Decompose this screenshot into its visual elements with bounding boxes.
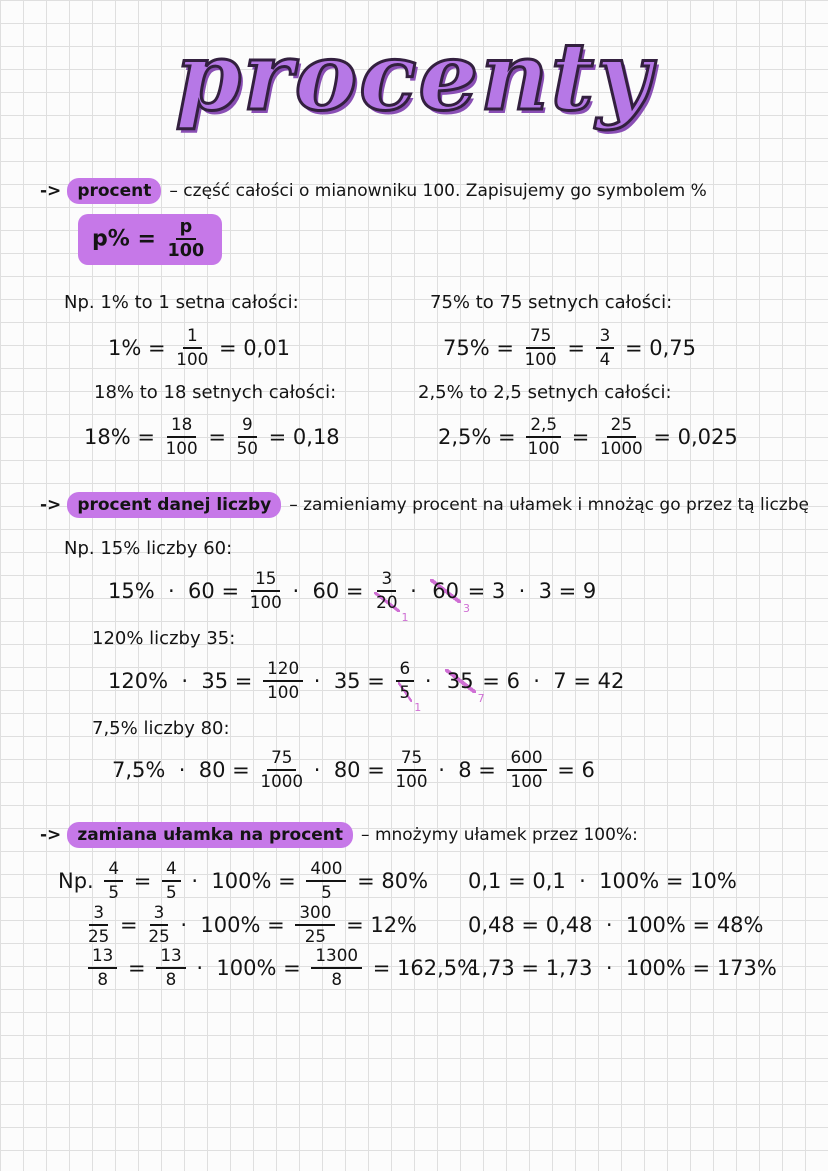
- formula-box: [78, 214, 222, 265]
- definition-zamiana-text: – mnożymy ułamek przez 100%:: [361, 825, 638, 845]
- page-title: procenty: [175, 22, 653, 132]
- example-math-2-5-percent: 2,5% = $\frac{2,5}{100}$ = $\frac{25}{1000}$ = 0,025: [438, 414, 738, 458]
- definition-zamiana-ulamka: [40, 820, 638, 850]
- term-highlight-zamiana-ulamka: zamiana ułamka na procent: [67, 822, 353, 848]
- arrow-bullet: ->: [40, 495, 62, 515]
- arrow-bullet: ->: [40, 825, 62, 845]
- example-label-15-of-60: Np. 15% liczby 60:: [64, 537, 233, 559]
- conversion-math-0-48: 0,48 = 0,48 · 100% = 48%: [468, 913, 764, 937]
- percent-formula: p% = $\frac{p}{100}$: [92, 217, 205, 262]
- example-label-1-percent: Np. 1% to 1 setna całości:: [64, 291, 299, 313]
- arrow-bullet: ->: [40, 181, 62, 201]
- definition-liczby-text: – zamieniamy procent na ułamek i mnożąc go przez tą liczbę: [289, 495, 809, 515]
- example-math-1-percent: 1% = $\frac{1}{100}$ = 0,01: [108, 325, 291, 369]
- conversion-math-1-73: 1,73 = 1,73 · 100% = 173%: [468, 956, 777, 980]
- term-highlight-procent-danej-liczby: procent danej liczby: [67, 492, 281, 518]
- term-highlight-procent: procent: [67, 178, 161, 204]
- definition-procent-danej-liczby: [40, 490, 809, 520]
- example-label-7-5-of-80: 7,5% liczby 80:: [92, 717, 230, 739]
- example-label-75-percent: 75% to 75 setnych całości:: [430, 291, 673, 313]
- example-label-2-5-percent: 2,5% to 2,5 setnych całości:: [418, 381, 672, 403]
- example-math-15-of-60: 15% · 60 = $\frac{15}{100}$ · 60 = 3 20 1 · 60 3 = 3 · 3 = 9: [108, 568, 597, 625]
- example-math-75-percent: 75% = $\frac{75}{100}$ = $\frac{3}{4}$ = 0,75: [443, 325, 697, 369]
- conversion-math-13-8: $\frac{13}{8}$ = $\frac{13}{8}$ · 100% = $\frac{1300}{8}$ = 162,5%: [84, 945, 477, 991]
- conversion-math-0-1: 0,1 = 0,1 · 100% = 10%: [468, 869, 737, 893]
- definition-procent-text: – część całości o mianowniku 100. Zapisujemy go symbolem %: [169, 181, 707, 201]
- example-label-18-percent: 18% to 18 setnych całości:: [94, 381, 337, 403]
- definition-procent: [40, 176, 707, 206]
- example-math-18-percent: 18% = $\frac{18}{100}$ = $\frac{9}{50}$ = 0,18: [84, 414, 340, 458]
- example-math-7-5-of-80: 7,5% · 80 = $\frac{75}{1000}$ · 80 = $\frac{75}{100}$ · 8 = $\frac{600}{100}$ = 6: [112, 747, 595, 791]
- conversion-math-4-5: Np. $\frac{4}{5}$ = $\frac{4}{5}$ · 100% = $\frac{400}{5}$ = 80%: [58, 858, 429, 902]
- conversion-math-3-25: $\frac{3}{25}$ = $\frac{3}{25}$ · 100% = $\frac{300}{25}$ = 12%: [88, 902, 418, 946]
- example-label-120-of-35: 120% liczby 35:: [92, 627, 236, 649]
- example-math-120-of-35: 120% · 35 = $\frac{120}{100}$ · 35 = 6 5 1 · 35 7 = 6 · 7 = 42: [108, 658, 625, 715]
